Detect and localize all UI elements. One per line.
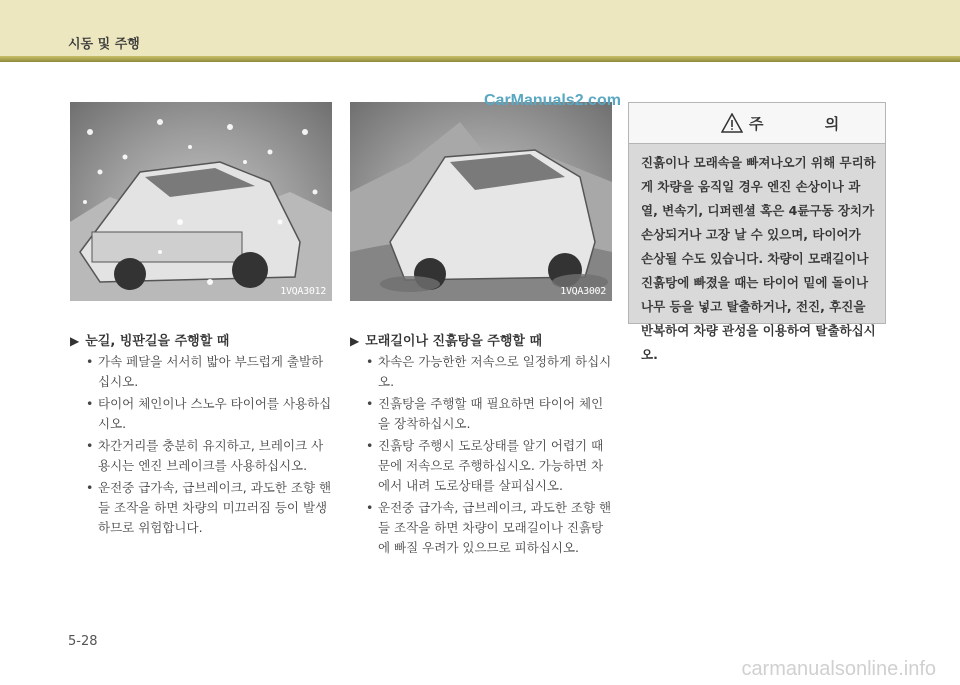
list-item: • 가속 페달을 서서히 밟아 부드럽게 출발하십시오.: [82, 352, 332, 392]
section-title-snow: ▶ 눈길, 빙판길을 주행할 때: [70, 334, 230, 349]
mud-tips-list: [362, 352, 614, 560]
page-header: [0, 0, 960, 56]
caution-header: [629, 103, 885, 144]
list-item: • 진흙탕을 주행할 때 필요하면 타이어 체인을 장착하십시오.: [362, 394, 614, 434]
mud-car-drawing: [350, 102, 612, 301]
caution-box: [628, 102, 886, 362]
footer-watermark: carmanualsonline.info: [741, 658, 936, 680]
snow-driving-illustration: [70, 102, 332, 301]
play-arrow-icon: ▶: [70, 334, 80, 348]
caution-title: 주 의: [749, 115, 868, 133]
header-rule: [0, 56, 960, 62]
chapter-title: 시동 및 주행: [68, 37, 140, 52]
figure-code: 1VQA3002: [560, 286, 606, 297]
caution-text: 진흙이나 모래속을 빠져나오기 위해 무리하게 차량을 움직일 경우 엔진 손상이나 과열, 변속기, 디퍼렌셜 혹은 4륜구동 장치가 손상되거나 고장 날 수 있으며, 타이어가 손상될 수도 있습니다. 차량이 모래길이나 진흙탕에 빠졌을 때는 타이어 밑에 돌이나 나무 등을 넣고 탈출하거나, 전진, 후진을 반복하여 차량 관성을 이용하여 탈출하십시오.: [641, 155, 876, 362]
watermark: CarManuals2.com: [484, 92, 621, 109]
play-arrow-icon: ▶: [350, 334, 360, 348]
list-item: • 진흙탕 주행시 도로상태를 알기 어렵기 때문에 저속으로 주행하십시오. 가능하면 차에서 내려 도로상태를 살피십시오.: [362, 436, 614, 496]
mud-driving-illustration: [350, 102, 612, 301]
page-number: 5-28: [68, 634, 98, 649]
list-item: • 운전중 급가속, 급브레이크, 과도한 조향 핸들 조작을 하면 차량이 모래길이나 진흙탕에 빠질 우려가 있으므로 피하십시오.: [362, 498, 614, 558]
list-item: • 차속은 가능한한 저속으로 일정하게 하십시오.: [362, 352, 614, 392]
list-item: • 타이어 체인이나 스노우 타이어를 사용하십시오.: [82, 394, 332, 434]
warning-triangle-icon: [721, 113, 743, 133]
snow-tips-list: [82, 352, 332, 540]
snow-car-drawing: [70, 102, 332, 301]
section-title-mud: ▶ 모래길이나 진흙탕을 주행할 때: [350, 334, 543, 349]
list-item: • 운전중 급가속, 급브레이크, 과도한 조향 핸들 조작을 하면 차량의 미끄러짐 등이 발생하므로 위험합니다.: [82, 478, 332, 538]
list-item: • 차간거리를 충분히 유지하고, 브레이크 사용시는 엔진 브레이크를 사용하십시오.: [82, 436, 332, 476]
figure-code: 1VQA3012: [280, 286, 326, 297]
